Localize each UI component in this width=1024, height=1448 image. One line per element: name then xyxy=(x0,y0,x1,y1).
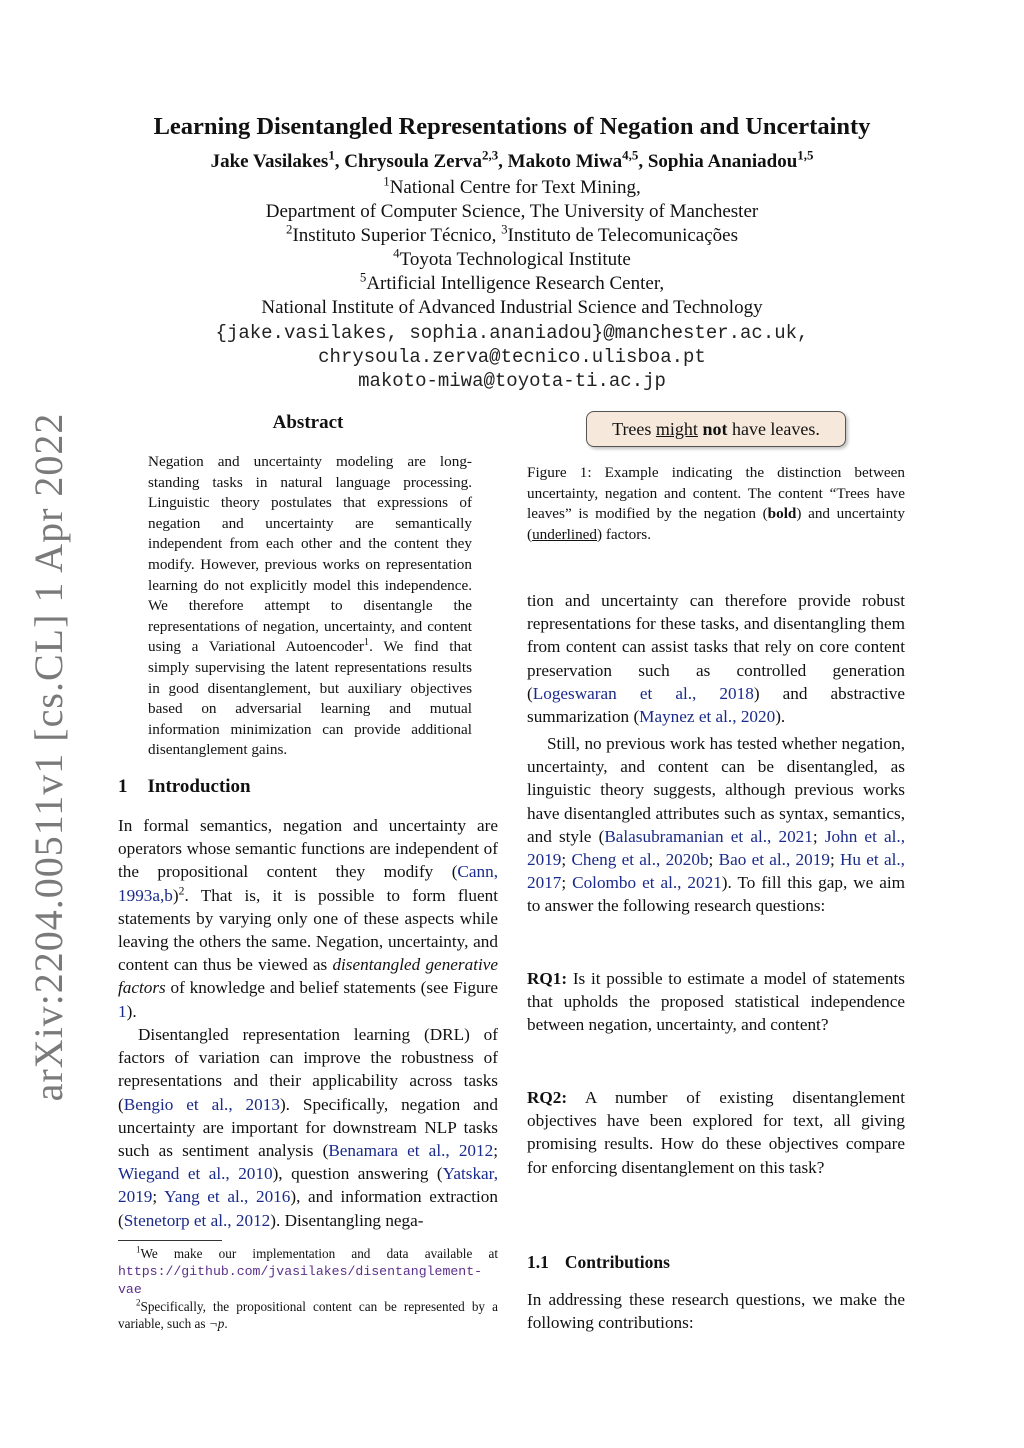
footnote-mark[interactable]: 1 xyxy=(363,637,370,649)
text-run: . That is, it is possible to form fluent statements by varying only one of these aspects while leaving the others the same. Negation, uncertainty, and content can thus be viewed as xyxy=(118,885,498,975)
author-separator: , xyxy=(334,151,345,172)
rq-label: RQ1: xyxy=(527,969,568,988)
affil-mark: 1 xyxy=(383,173,390,189)
author-list xyxy=(0,147,1024,173)
citation-link[interactable]: Wiegand et al., 2010 xyxy=(118,1164,273,1184)
email-line-3[interactable]: makoto-miwa@toyota-ti.ac.jp xyxy=(358,370,666,392)
text-run: ). To fill this gap, we aim to answer the following research questions: xyxy=(527,873,906,916)
subsection-title: Contributions xyxy=(564,1252,670,1272)
author-separator: , xyxy=(638,151,648,172)
figure-1-example-box xyxy=(586,411,846,447)
citation-link[interactable]: Logeswaran et al., 2018 xyxy=(532,683,754,703)
figure-word-content: have leaves. xyxy=(731,419,820,439)
author-name: Jake Vasilakes xyxy=(210,151,329,172)
caption-underlined-word: underlined xyxy=(532,525,598,543)
rq-label: RQ2: xyxy=(527,1088,568,1107)
affiliation-5b: National Institute of Advanced Industrial Science and Technology xyxy=(261,297,763,318)
affil-text: National Centre for Text Mining, xyxy=(389,177,641,198)
footnote-mark[interactable]: 2 xyxy=(178,883,185,897)
footnote-number: 2 xyxy=(136,1297,141,1308)
figure-ref-link[interactable]: 1 xyxy=(118,1001,127,1021)
intro-paragraph-1 xyxy=(118,814,498,1023)
citation-link[interactable]: Maynez et al., 2020 xyxy=(639,707,776,727)
citation-link[interactable]: Stenetorp et al., 2012 xyxy=(123,1210,271,1230)
author-separator: , xyxy=(498,151,508,172)
citation-link[interactable]: Bengio et al., 2013 xyxy=(123,1094,280,1114)
affiliation-5 xyxy=(0,269,1024,295)
text-run: Disentangled representation learning (DRL) of factors of variation can improve the robustness of representations and their applicability across tasks ( xyxy=(118,1025,498,1114)
author-name: Chrysoula Zerva xyxy=(344,151,483,172)
figure-word-content: Trees xyxy=(612,419,652,439)
affiliation-1 xyxy=(0,173,1024,199)
text-run: of knowledge and belief statements (see Figure xyxy=(165,978,498,998)
math-symbol: ¬p xyxy=(208,1316,225,1331)
citation-link[interactable]: Benamara et al., 2012 xyxy=(328,1141,494,1161)
citation-link[interactable]: Hu et al., 2017 xyxy=(527,850,905,893)
caption-text: ) factors. xyxy=(597,525,651,543)
citation-link[interactable]: Yatskar, 2019 xyxy=(118,1164,498,1207)
affil-mark: 2 xyxy=(286,221,293,237)
affiliation-4 xyxy=(0,245,1024,271)
abstract-heading: Abstract xyxy=(272,412,344,433)
citation-link[interactable]: Yang et al., 2016 xyxy=(164,1187,291,1207)
affil-text: Artificial Intelligence Research Center, xyxy=(366,273,665,294)
author-affil-mark: 2,3 xyxy=(482,147,499,163)
text-run: ; xyxy=(152,1187,165,1207)
right-paragraph-1 xyxy=(527,589,905,728)
affil-mark: 3 xyxy=(501,221,508,237)
section-heading-introduction xyxy=(118,776,498,798)
footnote-1 xyxy=(118,1245,498,1298)
caption-text: ) and uncertainty ( xyxy=(527,505,905,543)
author-affil-mark: 4,5 xyxy=(622,147,639,163)
text-run: Still, no previous work has tested whether negation, uncertainty, and content can be disentangled, as linguistic theory suggests, although previous works have disentangled attributes such as syntax, semantics, and style ( xyxy=(527,734,905,846)
emphasis-text: disentangled generative factors xyxy=(118,955,499,998)
affil-mark: 4 xyxy=(393,245,400,261)
figure-1-caption xyxy=(527,463,905,545)
abstract-text-a: Negation and uncertainty modeling are long-standing tasks in natural language processing. Linguistic theory postulates that expressions of negation and uncertainty are semantically independent from each other and the content they modify. However, previous works on representation learning do not explicitly model this independence. We therefore attempt to disentangle the representations of negation, uncertainty, and content using a Variational Autoencoder xyxy=(148,453,472,656)
caption-label: Figure 1: xyxy=(527,464,592,481)
text-run: ). xyxy=(775,707,786,727)
text-run: In formal semantics, negation and uncertainty are operators whose semantic functions are independent of the propositional content they modify ( xyxy=(118,816,498,882)
citation-link[interactable]: John et al., 2019 xyxy=(527,826,905,870)
citation-link[interactable]: Colombo et al., 2021 xyxy=(572,873,722,893)
caption-bold-word: bold xyxy=(767,505,797,523)
paper-title: Learning Disentangled Representations of Negation and Uncertainty xyxy=(153,113,871,140)
footnote-text: . xyxy=(224,1316,228,1331)
rq-text: Is it possible to estimate a model of statements that upholds the proposed statistical independence between negation, uncertainty, and content? xyxy=(527,969,905,1035)
subsection-number: 1.1 xyxy=(527,1252,549,1272)
footnote-rule xyxy=(118,1240,222,1241)
affil-text: Instituto de Telecomunicações xyxy=(507,225,738,246)
github-url-link[interactable]: https://github.com/jvasilakes/disentanglement-vae xyxy=(118,1264,483,1297)
affiliation-2-3 xyxy=(0,221,1024,247)
contributions-intro: In addressing these research questions, we make the following contributions: xyxy=(527,1290,905,1333)
intro-paragraph-2 xyxy=(118,1023,498,1232)
text-run: ). Disentangling nega- xyxy=(270,1210,424,1230)
author-affil-mark: 1,5 xyxy=(797,147,814,163)
citation-link[interactable]: Bao et al., 2019 xyxy=(718,850,830,870)
figure-word-uncertainty: might xyxy=(655,419,698,439)
abstract-text-b: . We find that simply supervising the latent representations results in good disentanglement, but auxiliary objectives based on adversarial learning and mutual information minimization can provide additional disentanglement gains. xyxy=(148,638,472,759)
citation-link-years[interactable]: , 1993a,b xyxy=(118,862,498,905)
email-line-1[interactable]: {jake.vasilakes, sophia.ananiadou}@manchester.ac.uk, xyxy=(215,322,809,344)
citation-link[interactable]: Balasubramanian et al., 2021 xyxy=(604,826,813,846)
section-number: 1 xyxy=(118,776,128,797)
text-run: ). xyxy=(126,1001,137,1021)
text-run: tion and uncertainty can therefore provide robust representations for these tasks, and disentangling them from content can assist tasks that rely on core content preservation such as controlled generation ( xyxy=(527,591,905,703)
author-name: Sophia Ananiadou xyxy=(647,151,798,172)
text-run: ), and information extraction ( xyxy=(118,1187,498,1230)
text-run: ; xyxy=(561,850,572,870)
text-run: ; xyxy=(493,1141,498,1161)
caption-text: Example indicating the distinction between uncertainty, negation and content. The content “Trees have leaves” is modified by the negation ( xyxy=(527,464,905,523)
abstract-body xyxy=(148,452,472,761)
author-name: Makoto Miwa xyxy=(507,151,623,172)
footnote-number: 1 xyxy=(136,1244,141,1255)
right-paragraph-2 xyxy=(527,732,905,918)
citation-link[interactable]: Cann xyxy=(457,862,494,882)
affil-text: Instituto Superior Técnico, xyxy=(292,225,502,246)
affiliation-1b: Department of Computer Science, The University of Manchester xyxy=(265,201,759,222)
section-title: Introduction xyxy=(147,776,251,797)
figure-word-negation: not xyxy=(702,419,728,439)
affil-mark: 5 xyxy=(359,269,367,285)
email-line-2[interactable]: chrysoula.zerva@tecnico.ulisboa.pt xyxy=(318,346,706,368)
text-run: ; xyxy=(561,873,573,893)
footnote-text: Specifically, the propositional content can be represented by a variable, such as xyxy=(118,1299,498,1331)
text-run: ) xyxy=(172,885,179,905)
arxiv-side-stamp: arXiv:2204.00511v1 [cs.CL] 1 Apr 2022 xyxy=(26,412,71,1102)
text-run: ), question answering ( xyxy=(272,1164,443,1184)
text-run: ) and abstractive summarization ( xyxy=(527,683,905,727)
rq-text: A number of existing disentanglement objectives have been explored for text, all giving promising results. How do these objectives compare for enforcing disentanglement on this task? xyxy=(527,1088,905,1177)
research-question-1 xyxy=(527,967,905,1037)
author-affil-mark: 1 xyxy=(328,147,335,163)
text-run: ; xyxy=(812,826,825,846)
text-run: ; xyxy=(829,850,840,870)
affil-text: Toyota Technological Institute xyxy=(399,249,631,270)
footnote-2 xyxy=(118,1298,498,1332)
footnote-text: We make our implementation and data available at xyxy=(140,1246,498,1261)
text-run: ). Specifically, negation and uncertainty are important for downstream NLP tasks such as sentiment analysis ( xyxy=(118,1094,498,1161)
subsection-heading-contributions xyxy=(527,1252,905,1273)
research-question-2 xyxy=(527,1086,905,1179)
text-run: ; xyxy=(708,850,719,870)
citation-link[interactable]: Cheng et al., 2020b xyxy=(571,850,709,870)
